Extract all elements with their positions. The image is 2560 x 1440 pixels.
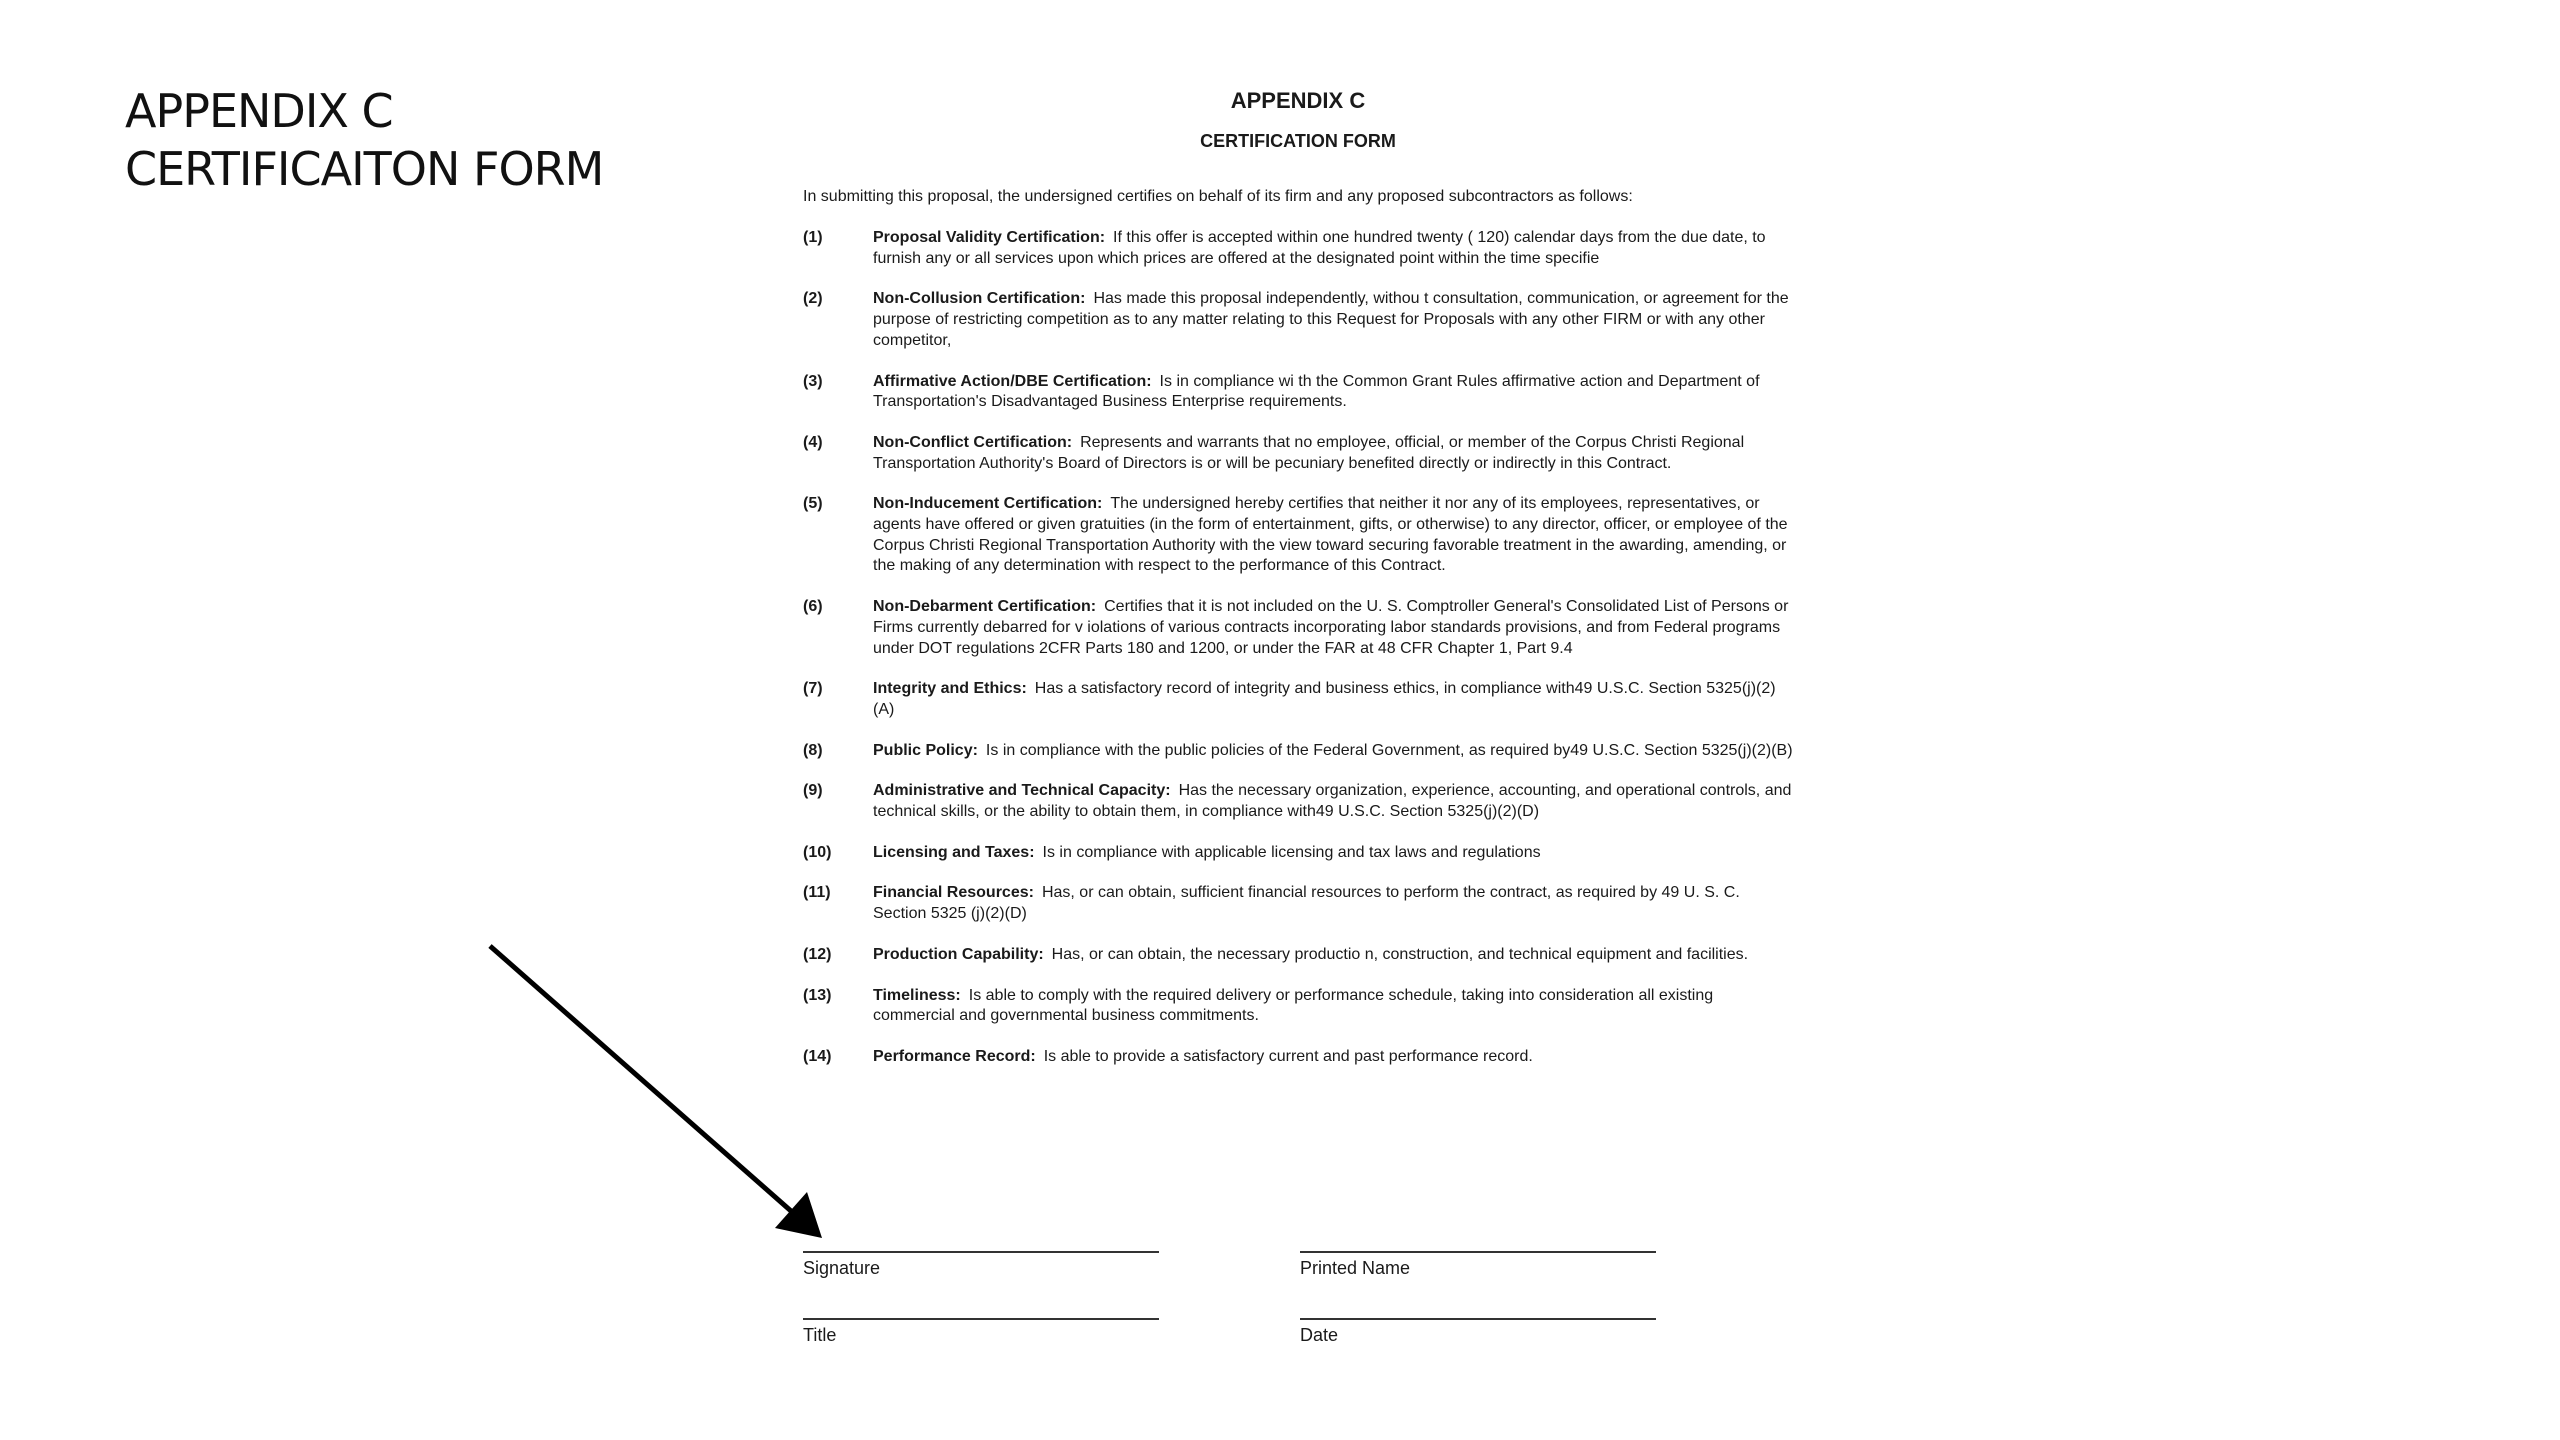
document-intro: In submitting this proposal, the undersigned certifies on behalf of its firm and any proposed subcontractors as follows: <box>803 188 1633 205</box>
item-heading: Financial Resources: <box>873 884 1034 902</box>
slide-title-line-1: APPENDIX C <box>125 84 393 138</box>
item-body <box>873 986 1793 1027</box>
certification-item <box>803 883 1793 924</box>
item-body <box>873 433 1793 474</box>
item-heading: Production Capability: <box>873 945 1044 963</box>
signature-label: Signature <box>803 1258 881 1278</box>
certification-item <box>803 781 1793 822</box>
item-body <box>873 494 1793 577</box>
certification-item <box>803 494 1793 577</box>
item-text: Is in compliance with applicable licensing and tax laws and regulations <box>1042 843 1541 861</box>
item-number: (4) <box>803 433 823 451</box>
item-body <box>873 741 1793 762</box>
arrow-shaft <box>490 946 791 1211</box>
item-text: Is in compliance wi th the Common Grant Rules affirmative action and Department of Transportation's Disadvantaged Business Enterprise requirements. <box>873 372 1760 411</box>
item-text: Has a satisfactory record of integrity and business ethics, in compliance with49 U.S.C. Section 5325(j)(2)(A) <box>873 680 1776 718</box>
certification-item <box>803 986 1793 1027</box>
item-text: Has, or can obtain, the necessary productio n, construction, and technical equipment and facilities. <box>1051 945 1749 963</box>
item-body <box>873 945 1793 966</box>
item-number: (3) <box>803 372 823 390</box>
item-text: Has the necessary organization, experience, accounting, and operational controls, and technical skills, or the ability to obtain them, in compliance with49 U.S.C. Section 5325(j)(2)(D) <box>873 782 1792 821</box>
item-number: (5) <box>803 495 823 513</box>
item-text: Has, or can obtain, sufficient financial resources to perform the contract, as required by 49 U. S. C. Section 5325 (j)(2)(D) <box>873 884 1740 923</box>
item-heading: Non-Collusion Certification: <box>873 290 1086 308</box>
item-body <box>873 1047 1793 1068</box>
certification-item <box>803 433 1793 474</box>
certification-item <box>803 679 1793 720</box>
certification-item <box>803 843 1793 864</box>
item-text: The undersigned hereby certifies that neither it nor any of its employees, representatives, or agents have offered or given gratuities (in the form of entertainment, gifts, or otherwise) to any director, officer, or employee of the Corpus Christi Regional Transportation Authority with the view toward securing favorable treatment in the awarding, amending, or the making of any determination with respect to the performance of this Contract. <box>873 495 1788 575</box>
title-label: Title <box>803 1325 837 1345</box>
item-text: Is able to provide a satisfactory current and past performance record. <box>1043 1047 1533 1065</box>
arrow-head <box>775 1192 822 1238</box>
item-heading: Timeliness: <box>873 986 961 1004</box>
printed-name-line <box>1300 1251 1656 1253</box>
item-body <box>873 372 1793 413</box>
item-number: (10) <box>803 843 832 861</box>
item-number: (14) <box>803 1047 832 1065</box>
item-heading: Proposal Validity Certification: <box>873 229 1106 246</box>
item-body <box>873 781 1793 822</box>
item-heading: Administrative and Technical Capacity: <box>873 782 1171 800</box>
item-number: (9) <box>803 782 823 800</box>
item-body <box>873 679 1793 720</box>
item-heading: Public Policy: <box>873 741 978 759</box>
title-field[interactable] <box>803 1318 1159 1346</box>
certification-item <box>803 289 1793 351</box>
title-line <box>803 1318 1159 1320</box>
printed-name-field[interactable] <box>1300 1251 1656 1279</box>
certification-document <box>803 86 1793 1088</box>
slide-title <box>125 82 603 198</box>
item-number: (12) <box>803 945 832 963</box>
item-number: (1) <box>803 229 823 246</box>
date-label: Date <box>1300 1325 1339 1345</box>
item-heading: Integrity and Ethics: <box>873 680 1027 698</box>
document-subtitle: CERTIFICATION FORM <box>1200 131 1396 151</box>
certification-item <box>803 945 1793 966</box>
item-number: (11) <box>803 884 831 902</box>
item-number: (13) <box>803 986 832 1004</box>
certification-item <box>803 597 1793 659</box>
item-heading: Performance Record: <box>873 1047 1036 1065</box>
certification-item <box>803 1047 1793 1068</box>
item-number: (6) <box>803 598 823 616</box>
item-text: Is able to comply with the required delivery or performance schedule, taking into consideration all existing commercial and governmental business commitments. <box>873 986 1714 1025</box>
item-heading: Licensing and Taxes: <box>873 843 1035 861</box>
printed-name-label: Printed Name <box>1300 1258 1411 1278</box>
slide-title-line-2: CERTIFICAITON FORM <box>125 142 604 196</box>
signature-field[interactable] <box>803 1251 1159 1279</box>
item-heading: Affirmative Action/DBE Certification: <box>873 372 1152 390</box>
item-text: Represents and warrants that no employee, official, or member of the Corpus Christi Regional Transportation Authority's Board of Directors is or will be pecuniary benefited directly or indirectly in this Contract. <box>873 433 1745 472</box>
item-text: Has made this proposal independently, withou t consultation, communication, or agreement for the purpose of restricting competition as to any matter relating to this Request for Proposals with any other FIRM or with any other competitor, <box>873 290 1789 349</box>
item-heading: Non-Debarment Certification: <box>873 598 1097 616</box>
certification-item <box>803 372 1793 413</box>
signature-block <box>803 1251 1703 1351</box>
item-number: (7) <box>803 680 823 698</box>
item-body <box>873 228 1793 269</box>
item-text: Is in compliance with the public policies of the Federal Government, as required by49 U.S.C. Section 5325(j)(2)(B) <box>985 741 1793 759</box>
item-heading: Non-Conflict Certification: <box>873 433 1073 451</box>
item-number: (2) <box>803 290 823 308</box>
item-body <box>873 289 1793 351</box>
date-line <box>1300 1318 1656 1320</box>
signature-line <box>803 1251 1159 1253</box>
certification-item <box>803 741 1793 762</box>
item-heading: Non-Inducement Certification: <box>873 495 1103 513</box>
item-text: If this offer is accepted within one hundred twenty ( 120) calendar days from the due date, to furnish any or all services upon which prices are offered at the designated point within the time specifie <box>873 229 1766 267</box>
certification-list <box>803 228 1793 1068</box>
item-text: Certifies that it is not included on the U. S. Comptroller General's Consolidated List of Persons or Firms currently debarred for v iolations of various contracts incorporating labor standards provisions, and from Federal programs under DOT regulations 2CFR Parts 180 and 1200, or under the FAR at 48 CFR Chapter 1, Part 9.4 <box>873 598 1789 657</box>
item-number: (8) <box>803 741 823 759</box>
item-body <box>873 843 1793 864</box>
item-body <box>873 883 1793 924</box>
document-title: APPENDIX C <box>1230 88 1366 113</box>
date-field[interactable] <box>1300 1318 1656 1346</box>
certification-item <box>803 228 1793 269</box>
item-body <box>873 597 1793 659</box>
